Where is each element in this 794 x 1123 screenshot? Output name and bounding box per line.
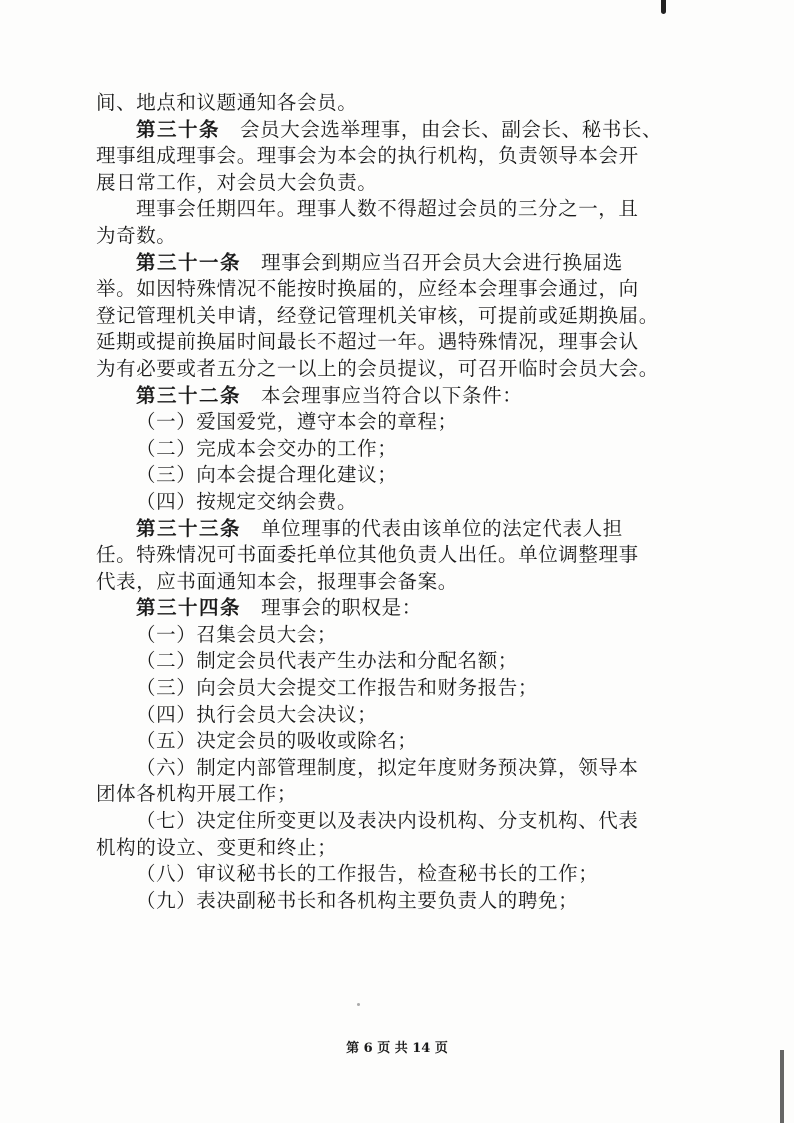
text-line <box>96 170 706 197</box>
text-line <box>96 835 706 862</box>
text-line <box>96 383 706 410</box>
line-text: 举。如因特殊情况不能按时换届的，应经本会理事会通过，向 <box>96 277 639 301</box>
line-text: （四）按规定交纳会费。 <box>136 489 358 513</box>
line-text: 理事组成理事会。理事会为本会的执行机构，负责领导本会开 <box>96 144 639 168</box>
text-line <box>96 648 706 675</box>
document-body <box>96 90 706 914</box>
text-line <box>96 702 706 729</box>
line-text: （六）制定内部管理制度，拟定年度财务预决算，领导本 <box>136 755 639 779</box>
article-heading: 第三十四条 <box>136 596 242 620</box>
line-text: 代表，应书面通知本会，报理事会备案。 <box>96 569 458 593</box>
text-line <box>96 143 706 170</box>
line-text: 任。特殊情况可书面委托单位其他负责人出任。单位调整理事 <box>96 543 639 567</box>
text-line <box>96 595 706 622</box>
text-line <box>96 781 706 808</box>
text-line <box>96 409 706 436</box>
text-line <box>96 755 706 782</box>
line-text: 理事会到期应当召开会员大会进行换届选 <box>261 250 623 274</box>
text-line <box>96 888 706 915</box>
line-text: 为奇数。 <box>96 223 177 247</box>
line-text: 团体各机构开展工作； <box>96 782 298 806</box>
line-text: （八）审议秘书长的工作报告，检查秘书长的工作； <box>136 862 599 886</box>
text-line <box>96 250 706 277</box>
line-text: 单位理事的代表由该单位的法定代表人担 <box>261 516 623 540</box>
scan-edge-mark <box>780 1050 784 1123</box>
text-line <box>96 516 706 543</box>
scan-speck <box>357 1003 360 1006</box>
scan-mark <box>661 0 666 14</box>
line-text: 机构的设立、变更和终止； <box>96 835 338 859</box>
line-text: 本会理事应当符合以下条件： <box>261 383 523 407</box>
text-line <box>96 276 706 303</box>
line-text: 理事会的职权是： <box>261 596 422 620</box>
text-line <box>96 436 706 463</box>
text-line <box>96 675 706 702</box>
line-text: （三）向会员大会提交工作报告和财务报告； <box>136 676 539 700</box>
text-line <box>96 329 706 356</box>
text-line <box>96 569 706 596</box>
text-line <box>96 196 706 223</box>
text-line <box>96 622 706 649</box>
line-text: 登记管理机关申请，经登记管理机关审核，可提前或延期换届。 <box>96 303 659 327</box>
line-text: 间、地点和议题通知各会员。 <box>96 91 358 114</box>
line-text: （一）召集会员大会； <box>136 622 338 646</box>
line-text: （九）表决副秘书长和各机构主要负责人的聘免； <box>136 888 579 912</box>
line-text: 会员大会选举理事，由会长、副会长、秘书长、 <box>240 117 663 141</box>
article-heading: 第三十二条 <box>136 383 242 407</box>
line-text: （四）执行会员大会决议； <box>136 702 378 726</box>
text-line <box>96 861 706 888</box>
line-text: 理事会任期四年。理事人数不得超过会员的三分之一，且 <box>136 197 639 221</box>
line-text: （三）向本会提合理化建议； <box>136 463 398 487</box>
text-line <box>96 542 706 569</box>
text-line <box>96 356 706 383</box>
text-line <box>96 808 706 835</box>
line-text: （一）爱国爱党，遵守本会的章程； <box>136 410 458 434</box>
line-text: （二）完成本会交办的工作； <box>136 436 398 460</box>
line-text: （二）制定会员代表产生办法和分配名额； <box>136 649 518 673</box>
text-line <box>96 728 706 755</box>
line-text: （五）决定会员的吸收或除名； <box>136 729 418 753</box>
article-heading: 第三十三条 <box>136 516 242 540</box>
line-text: 延期或提前换届时间最长不超过一年。遇特殊情况，理事会认 <box>96 330 639 354</box>
text-line <box>96 303 706 330</box>
text-line <box>96 489 706 516</box>
line-text: （七）决定住所变更以及表决内设机构、分支机构、代表 <box>136 809 639 833</box>
text-line <box>96 117 706 144</box>
article-heading: 第三十一条 <box>136 250 242 274</box>
line-text: 展日常工作，对会员大会负责。 <box>96 170 378 194</box>
text-line <box>96 223 706 250</box>
line-text: 为有必要或者五分之一以上的会员提议，可召开临时会员大会。 <box>96 356 659 380</box>
text-line <box>96 462 706 489</box>
text-line <box>96 90 706 117</box>
page-number: 第 6 页 共 14 页 <box>346 1041 448 1056</box>
article-heading: 第三十条 <box>136 117 221 141</box>
